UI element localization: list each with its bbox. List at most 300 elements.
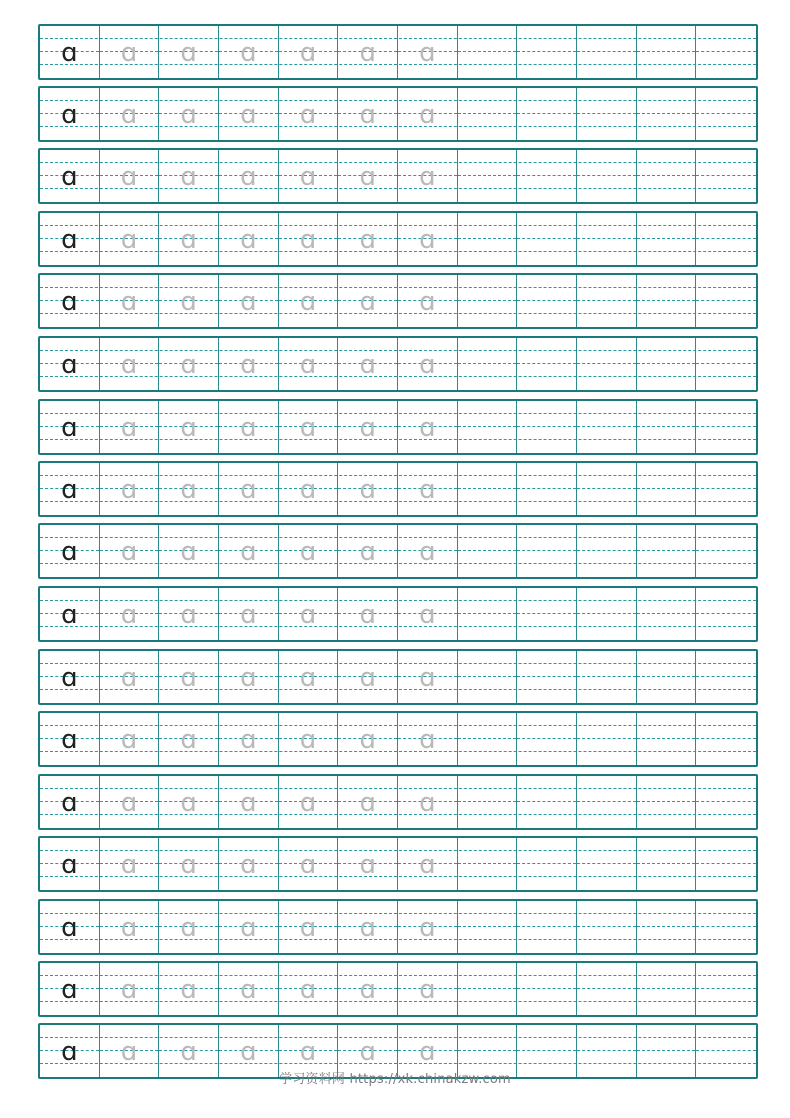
trace-letter: ɑ [299,474,317,505]
blank-practice-cell [696,275,756,327]
trace-letter-cell [219,275,279,327]
blank-practice-cell [458,213,518,265]
trace-letter-cell [279,963,339,1015]
trace-letter-cell [279,150,339,202]
trace-letter: ɑ [120,974,138,1005]
trace-letter: ɑ [419,286,436,317]
model-letter-cell [40,651,100,703]
trace-letter-cell [100,401,160,453]
trace-letter-cell [279,338,339,390]
model-letter: ɑ [61,912,78,943]
trace-letter-cell [219,338,279,390]
trace-letter: ɑ [299,912,317,943]
trace-letter-cell [279,26,339,78]
trace-letter: ɑ [180,224,197,255]
trace-letter-cell [219,838,279,890]
blank-practice-cell [577,150,637,202]
trace-letter: ɑ [359,349,376,380]
trace-letter-cell [338,150,398,202]
model-letter: ɑ [61,286,78,317]
blank-practice-cell [577,588,637,640]
trace-letter-cell [338,651,398,703]
trace-letter-cell [338,401,398,453]
trace-letter: ɑ [240,37,257,68]
trace-letter: ɑ [120,536,138,567]
trace-letter: ɑ [359,224,376,255]
model-letter-cell [40,963,100,1015]
trace-letter-cell [338,338,398,390]
model-letter-cell [40,150,100,202]
blank-practice-cell [517,963,577,1015]
trace-letter: ɑ [240,599,257,630]
blank-practice-cell [637,338,697,390]
practice-row [38,586,758,642]
trace-letter: ɑ [120,349,138,380]
model-letter-cell [40,463,100,515]
blank-practice-cell [458,26,518,78]
trace-letter: ɑ [359,412,376,443]
trace-letter-cell [279,275,339,327]
blank-practice-cell [517,588,577,640]
blank-practice-cell [458,838,518,890]
trace-letter-cell [159,275,219,327]
blank-practice-cell [517,338,577,390]
trace-letter: ɑ [419,349,436,380]
blank-practice-cell [517,401,577,453]
trace-letter-cell [398,838,458,890]
trace-letter-cell [159,463,219,515]
model-letter-cell [40,901,100,953]
blank-practice-cell [696,150,756,202]
trace-letter: ɑ [419,37,436,68]
trace-letter: ɑ [240,974,257,1005]
trace-letter-cell [398,963,458,1015]
trace-letter: ɑ [299,1036,317,1067]
practice-row [38,961,758,1017]
blank-practice-cell [517,463,577,515]
blank-practice-cell [637,525,697,577]
blank-practice-cell [637,838,697,890]
trace-letter-cell [219,213,279,265]
trace-letter: ɑ [359,849,376,880]
trace-letter-cell [219,713,279,765]
trace-letter: ɑ [180,161,197,192]
trace-letter-cell [219,901,279,953]
trace-letter: ɑ [299,599,317,630]
model-letter: ɑ [61,849,78,880]
trace-letter: ɑ [419,662,436,693]
model-letter-cell [40,838,100,890]
trace-letter: ɑ [359,1036,376,1067]
trace-letter: ɑ [240,536,257,567]
blank-practice-cell [517,150,577,202]
trace-letter-cell [279,838,339,890]
model-letter: ɑ [61,224,78,255]
trace-letter: ɑ [120,161,138,192]
trace-letter-cell [159,338,219,390]
trace-letter-cell [279,588,339,640]
trace-letter: ɑ [120,849,138,880]
trace-letter: ɑ [180,974,197,1005]
blank-practice-cell [458,651,518,703]
trace-letter-cell [159,588,219,640]
trace-letter-cell [219,963,279,1015]
trace-letter-cell [279,401,339,453]
blank-practice-cell [458,88,518,140]
trace-letter: ɑ [120,787,138,818]
trace-letter: ɑ [359,474,376,505]
model-letter-cell [40,588,100,640]
practice-row [38,711,758,767]
practice-row [38,899,758,955]
trace-letter-cell [100,88,160,140]
trace-letter: ɑ [180,849,197,880]
trace-letter-cell [219,651,279,703]
trace-letter-cell [338,213,398,265]
model-letter: ɑ [61,787,78,818]
blank-practice-cell [577,275,637,327]
trace-letter: ɑ [419,99,436,130]
trace-letter: ɑ [299,286,317,317]
practice-row [38,461,758,517]
model-letter: ɑ [61,974,78,1005]
trace-letter: ɑ [240,161,257,192]
trace-letter: ɑ [359,787,376,818]
trace-letter-cell [279,213,339,265]
trace-letter: ɑ [359,599,376,630]
trace-letter-cell [159,713,219,765]
trace-letter-cell [398,713,458,765]
blank-practice-cell [577,838,637,890]
blank-practice-cell [458,901,518,953]
trace-letter: ɑ [180,724,197,755]
model-letter: ɑ [61,662,78,693]
trace-letter: ɑ [299,37,317,68]
blank-practice-cell [696,26,756,78]
trace-letter: ɑ [120,724,138,755]
trace-letter-cell [398,26,458,78]
model-letter: ɑ [61,724,78,755]
trace-letter: ɑ [299,412,317,443]
trace-letter-cell [159,88,219,140]
trace-letter-cell [338,588,398,640]
trace-letter-cell [159,963,219,1015]
trace-letter-cell [338,88,398,140]
practice-row [38,273,758,329]
trace-letter-cell [159,838,219,890]
blank-practice-cell [696,401,756,453]
blank-practice-cell [458,401,518,453]
trace-letter: ɑ [359,161,376,192]
model-letter: ɑ [61,99,78,130]
blank-practice-cell [637,588,697,640]
blank-practice-cell [637,213,697,265]
trace-letter: ɑ [419,161,436,192]
model-letter-cell [40,713,100,765]
blank-practice-cell [577,651,637,703]
trace-letter: ɑ [419,724,436,755]
model-letter-cell [40,338,100,390]
trace-letter-cell [338,713,398,765]
blank-practice-cell [458,275,518,327]
blank-practice-cell [458,338,518,390]
trace-letter: ɑ [120,599,138,630]
trace-letter: ɑ [359,724,376,755]
trace-letter-cell [159,150,219,202]
model-letter-cell [40,213,100,265]
trace-letter-cell [100,713,160,765]
trace-letter: ɑ [240,99,257,130]
trace-letter: ɑ [180,412,197,443]
blank-practice-cell [637,776,697,828]
trace-letter-cell [338,838,398,890]
blank-practice-cell [517,901,577,953]
practice-row [38,86,758,142]
model-letter: ɑ [61,474,78,505]
trace-letter-cell [398,213,458,265]
trace-letter-cell [159,401,219,453]
trace-letter: ɑ [419,474,436,505]
blank-practice-cell [637,275,697,327]
blank-practice-cell [696,213,756,265]
trace-letter-cell [279,525,339,577]
trace-letter: ɑ [240,286,257,317]
trace-letter: ɑ [419,224,436,255]
trace-letter-cell [338,776,398,828]
blank-practice-cell [696,463,756,515]
trace-letter-cell [159,213,219,265]
trace-letter: ɑ [419,974,436,1005]
blank-practice-cell [458,776,518,828]
trace-letter: ɑ [299,787,317,818]
trace-letter-cell [100,463,160,515]
blank-practice-cell [696,838,756,890]
trace-letter-cell [398,401,458,453]
trace-letter: ɑ [240,349,257,380]
blank-practice-cell [577,713,637,765]
trace-letter: ɑ [359,286,376,317]
trace-letter: ɑ [240,849,257,880]
trace-letter-cell [398,651,458,703]
model-letter: ɑ [61,37,78,68]
trace-letter: ɑ [240,787,257,818]
blank-practice-cell [637,150,697,202]
trace-letter: ɑ [299,99,317,130]
trace-letter: ɑ [419,412,436,443]
model-letter: ɑ [61,536,78,567]
practice-row [38,24,758,80]
trace-letter: ɑ [120,912,138,943]
trace-letter-cell [219,401,279,453]
blank-practice-cell [696,588,756,640]
trace-letter: ɑ [419,536,436,567]
trace-letter: ɑ [120,1036,138,1067]
trace-letter: ɑ [180,662,197,693]
practice-row [38,774,758,830]
trace-letter: ɑ [240,1036,257,1067]
blank-practice-cell [577,401,637,453]
trace-letter-cell [398,338,458,390]
blank-practice-cell [517,713,577,765]
blank-practice-cell [637,901,697,953]
trace-letter-cell [100,901,160,953]
trace-letter: ɑ [359,912,376,943]
blank-practice-cell [637,963,697,1015]
trace-letter: ɑ [120,662,138,693]
model-letter-cell [40,26,100,78]
blank-practice-cell [517,26,577,78]
blank-practice-cell [577,776,637,828]
trace-letter: ɑ [359,99,376,130]
trace-letter: ɑ [240,724,257,755]
trace-letter-cell [100,150,160,202]
blank-practice-cell [577,213,637,265]
trace-letter: ɑ [359,37,376,68]
blank-practice-cell [696,963,756,1015]
practice-row [38,523,758,579]
trace-letter-cell [398,776,458,828]
model-letter-cell [40,275,100,327]
trace-letter: ɑ [299,662,317,693]
trace-letter: ɑ [180,1036,197,1067]
trace-letter-cell [338,275,398,327]
trace-letter: ɑ [180,37,197,68]
blank-practice-cell [577,338,637,390]
trace-letter-cell [100,275,160,327]
trace-letter-cell [219,776,279,828]
trace-letter: ɑ [299,974,317,1005]
trace-letter-cell [100,651,160,703]
blank-practice-cell [577,901,637,953]
blank-practice-cell [458,713,518,765]
trace-letter-cell [219,525,279,577]
practice-row [38,399,758,455]
trace-letter-cell [279,901,339,953]
trace-letter-cell [338,525,398,577]
trace-letter-cell [219,588,279,640]
trace-letter-cell [219,150,279,202]
trace-letter-cell [398,901,458,953]
blank-practice-cell [458,463,518,515]
model-letter: ɑ [61,599,78,630]
trace-letter-cell [100,588,160,640]
trace-letter-cell [398,275,458,327]
trace-letter: ɑ [299,161,317,192]
trace-letter: ɑ [120,37,138,68]
trace-letter: ɑ [240,224,257,255]
blank-practice-cell [696,88,756,140]
trace-letter-cell [100,525,160,577]
trace-letter: ɑ [419,787,436,818]
trace-letter-cell [279,776,339,828]
trace-letter-cell [159,525,219,577]
trace-letter-cell [338,963,398,1015]
trace-letter-cell [100,26,160,78]
trace-letter: ɑ [359,536,376,567]
trace-letter: ɑ [299,349,317,380]
trace-letter: ɑ [299,849,317,880]
trace-letter-cell [100,338,160,390]
blank-practice-cell [696,776,756,828]
trace-letter-cell [100,776,160,828]
trace-letter: ɑ [120,224,138,255]
trace-letter: ɑ [240,474,257,505]
trace-letter-cell [219,26,279,78]
blank-practice-cell [517,525,577,577]
model-letter: ɑ [61,161,78,192]
trace-letter: ɑ [299,536,317,567]
trace-letter-cell [159,26,219,78]
blank-practice-cell [577,963,637,1015]
blank-practice-cell [696,338,756,390]
trace-letter: ɑ [359,974,376,1005]
practice-row [38,649,758,705]
trace-letter: ɑ [240,662,257,693]
model-letter: ɑ [61,412,78,443]
trace-letter: ɑ [240,912,257,943]
blank-practice-cell [517,213,577,265]
blank-practice-cell [696,713,756,765]
model-letter-cell [40,525,100,577]
blank-practice-cell [637,463,697,515]
blank-practice-cell [517,776,577,828]
blank-practice-cell [458,525,518,577]
practice-row [38,336,758,392]
blank-practice-cell [458,588,518,640]
trace-letter-cell [279,713,339,765]
trace-letter: ɑ [180,349,197,380]
trace-letter-cell [159,651,219,703]
blank-practice-cell [458,150,518,202]
trace-letter-cell [279,651,339,703]
trace-letter-cell [279,463,339,515]
trace-letter-cell [100,963,160,1015]
blank-practice-cell [577,26,637,78]
trace-letter: ɑ [120,412,138,443]
blank-practice-cell [637,26,697,78]
trace-letter-cell [279,88,339,140]
blank-practice-cell [577,525,637,577]
trace-letter-cell [219,88,279,140]
trace-letter: ɑ [240,412,257,443]
trace-letter: ɑ [419,599,436,630]
trace-letter: ɑ [419,912,436,943]
trace-letter-cell [398,150,458,202]
blank-practice-cell [517,651,577,703]
trace-letter-cell [398,463,458,515]
trace-letter-cell [219,463,279,515]
footer-watermark: 学习资料网 https://xk.chinakzw.com [279,1072,511,1087]
trace-letter-cell [338,901,398,953]
practice-row [38,148,758,204]
blank-practice-cell [517,838,577,890]
model-letter: ɑ [61,349,78,380]
trace-letter: ɑ [180,474,197,505]
trace-letter: ɑ [180,787,197,818]
trace-letter: ɑ [180,99,197,130]
blank-practice-cell [696,651,756,703]
trace-letter: ɑ [299,724,317,755]
model-letter: ɑ [61,1036,78,1067]
blank-practice-cell [517,275,577,327]
blank-practice-cell [577,463,637,515]
blank-practice-cell [637,651,697,703]
trace-letter: ɑ [419,849,436,880]
trace-letter: ɑ [180,536,197,567]
trace-letter-cell [338,463,398,515]
blank-practice-cell [696,901,756,953]
trace-letter: ɑ [419,1036,436,1067]
